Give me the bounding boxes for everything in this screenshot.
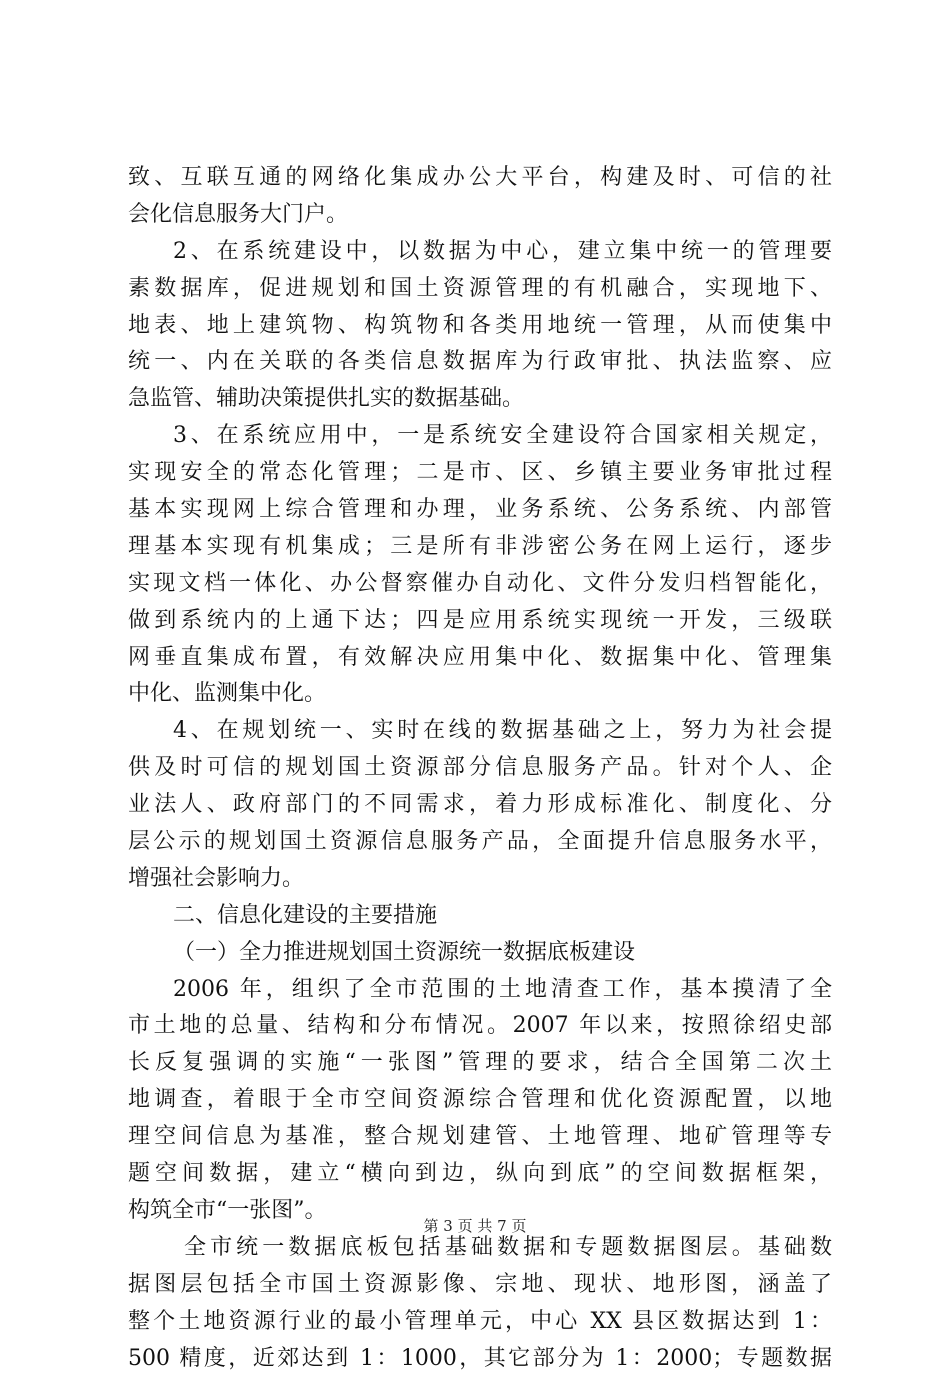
text-line: 市土地的总量、结构和分布情况。2007 年以来，按照徐绍史部 xyxy=(128,1008,832,1045)
paragraph-start-line: 2、在系统建设中，以数据为中心，建立集中统一的管理要 xyxy=(128,234,832,271)
text-line: 据图层包括全市国土资源影像、宗地、现状、地形图，涵盖了 xyxy=(128,1267,832,1304)
document-body xyxy=(128,160,832,1377)
text-line: 500 精度，近郊达到 1：1000，其它部分为 1：2000；专题数据 xyxy=(128,1341,832,1377)
text-line: 整个土地资源行业的最小管理单元，中心 XX 县区数据达到 1： xyxy=(128,1304,832,1341)
page-number-footer: 第 3 页 共 7 页 xyxy=(0,1216,950,1236)
text-line: 层公示的规划国土资源信息服务产品，全面提升信息服务水平， xyxy=(128,824,832,861)
text-line: 地调查，着眼于全市空间资源综合管理和优化资源配置，以地 xyxy=(128,1082,832,1119)
text-line: 增强社会影响力。 xyxy=(128,861,832,898)
text-line: 题空间数据，建立“横向到边，纵向到底”的空间数据框架， xyxy=(128,1156,832,1193)
text-line: 网垂直集成布置，有效解决应用集中化、数据集中化、管理集 xyxy=(128,640,832,677)
text-line: 地表、地上建筑物、构筑物和各类用地统一管理，从而使集中 xyxy=(128,308,832,345)
text-line: 中化、监测集中化。 xyxy=(128,676,832,713)
subsection-heading: （一）全力推进规划国土资源统一数据底板建设 xyxy=(128,935,832,972)
text-line: 实现安全的常态化管理；二是市、区、乡镇主要业务审批过程 xyxy=(128,455,832,492)
text-line: 供及时可信的规划国土资源部分信息服务产品。针对个人、企 xyxy=(128,750,832,787)
text-line: 会化信息服务大门户。 xyxy=(128,197,832,234)
text-line: 素数据库，促进规划和国土资源管理的有机融合，实现地下、 xyxy=(128,271,832,308)
text-line: 业法人、政府部门的不同需求，着力形成标准化、制度化、分 xyxy=(128,787,832,824)
text-line: 实现文档一体化、办公督察催办自动化、文件分发归档智能化， xyxy=(128,566,832,603)
text-line: 长反复强调的实施“一张图”管理的要求，结合全国第二次土 xyxy=(128,1045,832,1082)
text-line: 理空间信息为基准，整合规划建管、土地管理、地矿管理等专 xyxy=(128,1119,832,1156)
text-line: 构筑全市“一张图”。 xyxy=(128,1193,832,1230)
paragraph-start-line: 4、在规划统一、实时在线的数据基础之上，努力为社会提 xyxy=(128,713,832,750)
paragraph-start-line: 3、在系统应用中，一是系统安全建设符合国家相关规定， xyxy=(128,418,832,455)
section-heading: 二、信息化建设的主要措施 xyxy=(128,898,832,935)
text-line: 统一、内在关联的各类信息数据库为行政审批、执法监察、应 xyxy=(128,344,832,381)
text-line: 致、互联互通的网络化集成办公大平台，构建及时、可信的社 xyxy=(128,160,832,197)
text-line: 做到系统内的上通下达；四是应用系统实现统一开发，三级联 xyxy=(128,603,832,640)
text-line: 急监管、辅助决策提供扎实的数据基础。 xyxy=(128,381,832,418)
text-line: 理基本实现有机集成；三是所有非涉密公务在网上运行，逐步 xyxy=(128,529,832,566)
text-line: 基本实现网上综合管理和办理，业务系统、公务系统、内部管 xyxy=(128,492,832,529)
paragraph-start-line: 2006 年，组织了全市范围的土地清查工作，基本摸清了全 xyxy=(128,972,832,1009)
paragraph-start-line: 全市统一数据底板包括基础数据和专题数据图层。基础数 xyxy=(128,1230,832,1267)
